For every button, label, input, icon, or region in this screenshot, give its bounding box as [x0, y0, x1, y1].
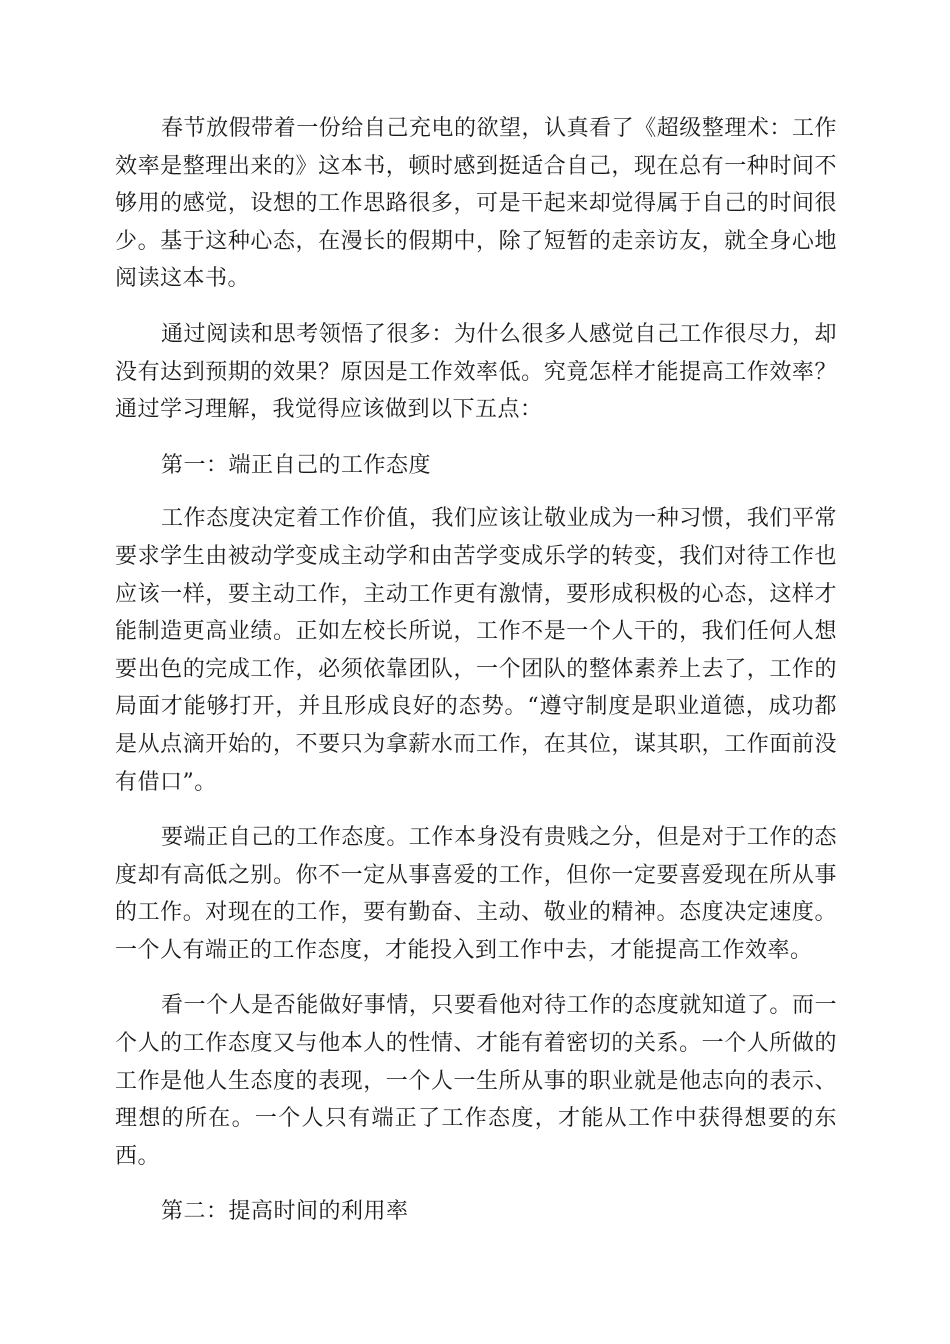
section-heading-first: 第一：端正自己的工作态度 [161, 452, 432, 478]
paragraph-reflection: 通过阅读和思考领悟了很多：为什么很多人感觉自己工作很尽力，却没有达到预期的效果？原因是工作效率低。究竟怎样才能提高工作效率？通过学习理解，我觉得应该做到以下五点： [115, 321, 837, 423]
section-heading-second: 第二：提高时间的利用率 [161, 1199, 409, 1225]
paragraph-attitude-character: 看一个人是否能做好事情，只要看他对待工作的态度就知道了。而一个人的工作态度又与他本人的性情、才能有着密切的关系。一个人所做的工作是他人生态度的表现，一个人一生所从事的职业就是他志向的表示、理想的所在。一个人只有端正了工作态度，才能从工作中获得想要的东西。 [115, 993, 837, 1169]
paragraph-correct-attitude: 要端正自己的工作态度。工作本身没有贵贱之分，但是对于工作的态度却有高低之别。你不一定从事喜爱的工作，但你一定要喜爱现在所从事的工作。对现在的工作，要有勤奋、主动、敬业的精神。态度决定速度。一个人有端正的工作态度，才能投入到工作中去，才能提高工作效率。 [115, 825, 837, 963]
paragraph-work-attitude: 工作态度决定着工作价值，我们应该让敬业成为一种习惯，我们平常要求学生由被动学变成主动学和由苦学变成乐学的转变，我们对待工作也应该一样，要主动工作，主动工作更有激情，要形成积极的心态，这样才能制造更高业绩。正如左校长所说，工作不是一个人干的，我们任何人想要出色的完成工作，必须依靠团队，一个团队的整体素养上去了，工作的局面才能够打开，并且形成良好的态势。“遵守制度是职业道德，成功都是从点滴开始的，不要只为拿薪水而工作，在其位，谋其职，工作面前没有借口”。 [115, 506, 837, 795]
document-page [115, 110, 837, 1247]
paragraph-intro: 春节放假带着一份给自己充电的欲望，认真看了《超级整理术：工作效率是整理出来的》这本书，顿时感到挺适合自己，现在总有一种时间不够用的感觉，设想的工作思路很多，可是干起来却觉得属于自己的时间很少。基于这种心态，在漫长的假期中，除了短暂的走亲访友，就全身心地阅读这本书。 [115, 116, 837, 292]
